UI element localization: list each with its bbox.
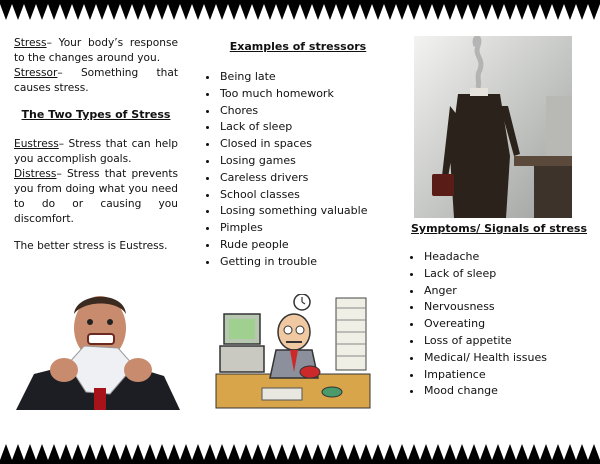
symptoms-item: Anger: [404, 283, 594, 300]
eustress-term: Eustress: [14, 138, 59, 150]
symptoms-list: [404, 249, 594, 400]
stress-text: – Your body’s response to the changes around you.: [14, 37, 178, 64]
conclusion-text: The better stress is Eustress.: [14, 240, 168, 252]
angry-man-photo: [14, 284, 182, 410]
stressors-item: Rude people: [200, 237, 396, 254]
symptoms-column: [404, 190, 594, 400]
stressors-item: Getting in trouble: [200, 254, 396, 271]
symptoms-item: Lack of sleep: [404, 266, 594, 283]
stressors-item: Lack of sleep: [200, 119, 396, 136]
stressors-item: School classes: [200, 187, 396, 204]
stressors-item: Closed in spaces: [200, 136, 396, 153]
stressor-text: – Something that causes stress.: [14, 67, 178, 94]
stressors-heading: Examples of stressors: [229, 40, 367, 53]
stressors-item: Losing something valuable: [200, 203, 396, 220]
smoking-businessman-photo: [414, 36, 572, 218]
distress-term: Distress: [14, 168, 57, 180]
symptoms-item: Headache: [404, 249, 594, 266]
symptoms-item: Medical/ Health issues: [404, 350, 594, 367]
symptoms-item: Overeating: [404, 316, 594, 333]
symptoms-item: Loss of appetite: [404, 333, 594, 350]
eustress-text: – Stress that can help you accomplish goals.: [14, 138, 178, 165]
stress-definition: [14, 36, 178, 96]
symptoms-item: Mood change: [404, 383, 594, 400]
stressors-column: [200, 36, 396, 271]
stress-term: Stress: [14, 37, 47, 49]
stressors-list: [200, 69, 396, 271]
stressed-office-cartoon: [214, 294, 372, 410]
top-zigzag-border: [0, 0, 600, 24]
types-heading: The Two Types of Stress: [21, 108, 171, 121]
definitions-column: [14, 36, 178, 266]
distress-text: – Stress that prevents you from doing what you need to do or causing you discomfort.: [14, 168, 178, 225]
stressors-item: Careless drivers: [200, 170, 396, 187]
stressor-term: Stressor: [14, 67, 58, 79]
bottom-zigzag-border: [0, 440, 600, 464]
symptoms-item: Impatience: [404, 367, 594, 384]
stressors-item: Pimples: [200, 220, 396, 237]
symptoms-item: Nervousness: [404, 299, 594, 316]
stressors-item: Too much homework: [200, 86, 396, 103]
symptoms-heading: Symptoms/ Signals of stress: [410, 222, 588, 235]
stressors-item: Losing games: [200, 153, 396, 170]
types-definitions: [14, 137, 178, 227]
stressors-item: Being late: [200, 69, 396, 86]
stressors-item: Chores: [200, 103, 396, 120]
